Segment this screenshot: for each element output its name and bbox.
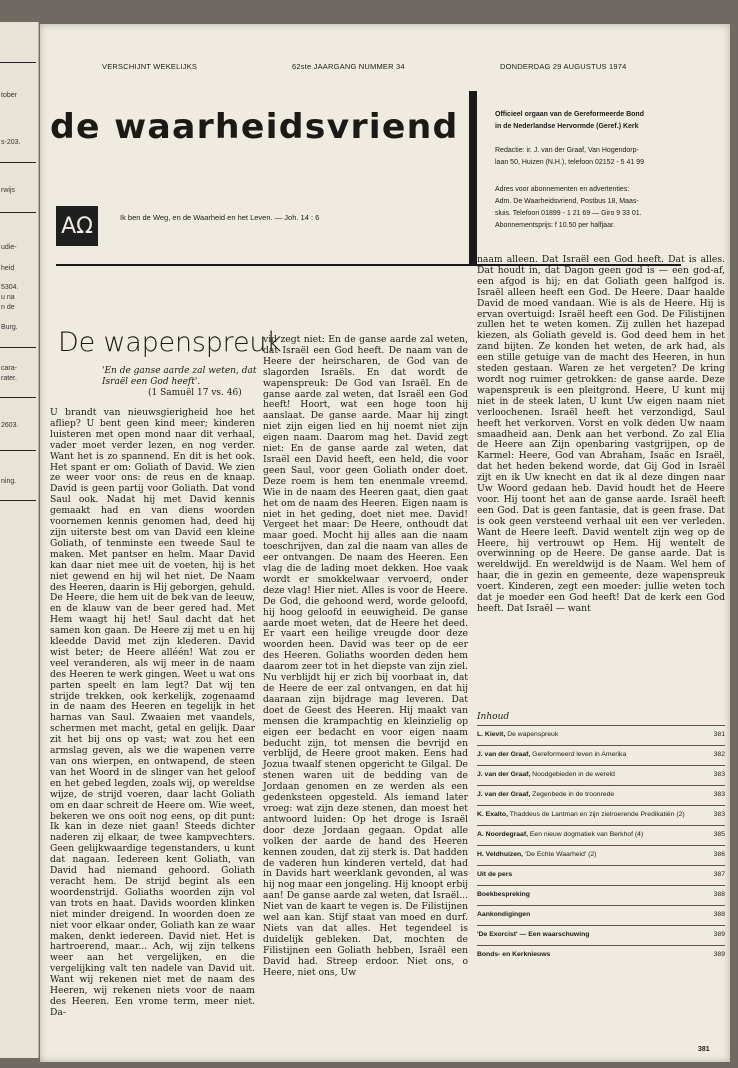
masthead-title: de waarheidsvriend: [50, 107, 459, 147]
table-of-contents: [477, 712, 725, 965]
newspaper-page: [40, 24, 730, 1062]
toc-entry[interactable]: [477, 925, 725, 945]
toc-entry-title: Noodgebieden in de wereld: [532, 771, 615, 778]
editorial-line1: Redactie: ir. J. van der Graaf, Van Hogendorp-: [495, 147, 639, 154]
column-text: vid zegt niet: En de ganse aarde zal weten, dat Israël een God heeft. De naam van de Heere der heirscharen, de God van de slagorden Israëls. En dat wordt de wapenspreuk: De God van Israël. En de ganse aarde zal weten, dat Israël een God heeft! Hoort, wat een hoge toon hij aanslaat. De ganse aarde. Maar hij zingt niet zijn eigen lied en hij noemt niet zijn eigen naam. Daarom mag het. David zegt niet: En de ganse aarde zal weten, dat Israël een David heeft, een held, die voor geen Saul, voor geen Goliath onder doet. Deze roem is hem ten enenmale vreemd. Wie in de naam des Heeren gaat, dien gaat het om de naam des Heeren. Eigen naam is niet in het geding, doet niet mee. David! Vergeet het maar: De Heere, onthoudt dat maar goed. Mocht hij alles aan die naam toeschrijven, dan zal die naam van alles de eer ontvangen. De naam des Heeren. Een vlag die de lading moet dekken. Hoe vaak wordt er smokkelwaar vervoerd, onder deze vlag! Hier niet. Alles is voor de Heere. De God, die gehoond werd, worde geloofd, hij hoog geloofd in eeuwigheid. De ganse aarde moet weten, dat de Heere het deed. Er vaart een heilige vreugde door deze woorden heen. David was teer op de eer des Heeren. Goliaths woorden deden hem daarom zeer tot in het diepste van zijn ziel. Nu verblijdt hij er zich bij voorbaat in, dat de Heere de eer zal ontvangen, en dat hij daaraan zijn bijdrage mag leveren. Dat doet de Geest des Heeren. Hij maakt van mensen die krampachtig en kleinzielig op eigen eer bedacht en voor eigen naam beducht zijn, tot mensen die bevrijd en verblijd, de Heere groot maken. Eens had Jozua twaalf stenen opgericht te Gilgal. De stenen waren uit de bedding van de Jordaan genomen en ze werden als een gedenksteen opgesteld. Als iemand later vroeg: wat zijn deze stenen, dan moest het antwoord luiden: Op het droge is Israël door deze Jordaan gegaan. Opdat alle volken der aarde de hand des Heeren kennen zouden, dat zij sterk is. Dat hadden de vaderen hun kinderen verteld, dat had in Davids hart weerklank gevonden, al was hij nog maar een jongeling. Hij knoopt erbij aan! De ganse aarde zal weten, dat Israël... Niet van de kaart te vegen is. De Filistijnen wel aan kan. Stijf staat van moed en durf. Niets van dat alles. Het tegendeel is duidelijk gebleken. Dat, mochten de Filistijnen een Goliath hebben, Israël een David had. Streep erdoor. Niet ons, o Heere, niet ons, Uw: [263, 334, 468, 978]
toc-entry-title: Gereformeerd leven in Amerika: [532, 751, 627, 758]
divider: [0, 450, 36, 451]
toc-entry-text: [477, 791, 697, 799]
alpha-omega-logo: AΩ: [56, 206, 98, 246]
toc-entry-author: J. van der Graaf,: [477, 751, 531, 758]
toc-entry-author: J. van der Graaf,: [477, 771, 531, 778]
header-date: DONDERDAG 29 AUGUSTUS 1974: [500, 62, 627, 71]
toc-entry-page: 388: [713, 911, 725, 918]
toc-entry-text: [477, 891, 697, 899]
toc-entry-title: Zegenbede in de troonrede: [532, 791, 615, 798]
toc-entry-title: Een nieuw dogmatiek van Berkhof (4): [529, 831, 644, 838]
toc-entry-page: 383: [713, 791, 725, 798]
toc-entry[interactable]: [477, 825, 725, 845]
toc-entry-page: 383: [713, 771, 725, 778]
prev-fragment: s-203.: [1, 139, 21, 146]
toc-entry-author: Uit de pers: [477, 871, 513, 878]
prev-fragment: rater.: [1, 375, 17, 382]
toc-entry-author: J. van der Graaf,: [477, 791, 531, 798]
toc-entry-author: Bonds- en Kerknieuws: [477, 951, 551, 958]
divider: [0, 397, 36, 398]
toc-entry-page: 389: [713, 951, 725, 958]
toc-entry-text: [477, 771, 697, 779]
subscription-price: Abonnementsprijs: f 10.50 per halfjaar.: [495, 222, 615, 229]
epigraph: 'En de ganse aarde zal weten, dat Israël een God heeft'.: [102, 366, 257, 387]
article-column-1: [50, 408, 255, 1019]
masthead-bar: [469, 91, 477, 264]
prev-fragment: heid: [1, 265, 15, 272]
toc-entry-page: 388: [713, 891, 725, 898]
toc-entry-author: 'De Exorcist' — Een waarschuwing: [477, 931, 590, 938]
address-line2: Adm. De Waarheidsvriend, Postbus 18, Maas-: [495, 198, 639, 205]
toc-entry-page: 385: [713, 831, 725, 838]
toc-entry[interactable]: [477, 785, 725, 805]
toc-entry-author: Aankondigingen: [477, 911, 531, 918]
toc-entry-text: [477, 911, 697, 919]
toc-entry-text: [477, 871, 697, 879]
toc-entry-page: 381: [713, 731, 725, 738]
prev-fragment: tober: [1, 92, 17, 99]
toc-entry[interactable]: [477, 845, 725, 865]
official-organ-line2: in de Nederlandse Hervormde (Geref.) Kerk: [495, 123, 639, 130]
divider: [0, 212, 36, 213]
toc-entry-page: 383: [713, 811, 725, 818]
address-line1: Adres voor abonnementen en advertenties:: [495, 186, 630, 193]
toc-entry-page: 382: [713, 751, 725, 758]
divider: [0, 347, 36, 348]
header-volume: 62ste JAARGANG NUMMER 34: [292, 62, 405, 71]
prev-fragment: udie-: [1, 244, 17, 251]
toc-entry-text: [477, 931, 697, 939]
divider: [0, 62, 36, 63]
article-title: De wapenspreuk: [58, 327, 282, 358]
toc-entry-author: H. Veldhuizen,: [477, 851, 524, 858]
toc-entry-title: De wapenspreuk: [507, 731, 559, 738]
editorial-line2: laan 50, Huizen (N.H.), telefoon 02152 - 5 41 99: [495, 159, 645, 166]
toc-entry-author: K. Exalto,: [477, 811, 508, 818]
toc-entry[interactable]: [477, 765, 725, 785]
toc-entry-text: [477, 731, 697, 739]
toc-entry[interactable]: [477, 805, 725, 825]
prev-fragment: rwijs: [1, 187, 15, 194]
toc-entry-page: 389: [713, 931, 725, 938]
column-text: naam alleen. Dat Israël een God heeft. Dat is alles. Dat houdt in, dat Dagon geen god is — een god-af, een afgod is hij; en dat Goliath geen halfgod is. Israël alleen heeft een God. De Heere. Daar haalde David de moed vandaan. Wie is als de Heere. Hij is ervan overtuigd: Israël heeft een God. De Filistijnen zullen het te weten komen. Zij zullen het hazepad kiezen, als Goliath geveld is. God deed hem in het zand bijten. Ze konden het weten, de ark had, als een stille getuige van de macht des Heeren, in hun steden gestaan. Waren ze het vergeten? De kring wordt nog ruimer getrokken: de ganse aarde. Deze wapenspreuk is een pleitgrond. Heere, U kunt mij niet in de steek laten, U kunt Uw eigen naam niet verloochenen. Israël heeft het verzondigd, Saul heeft het verkorven. Vorst en volk deden Uw naam smaadheid aan. Denk aan het verbond. Zo zal Elia de Heere aan Zijn openbaring vastgrijpen, op de Karmel: Heere, God van Abraham, Isaäc en Israël, dat het heden bekend worde, dat Gij God in Israël zijt en ik Uw knecht en dat ik al deze dingen naar Uw Woord gedaan heb. David houdt het de Heere voor. Hij toont het aan de ganse aarde. Israël heeft een God. Dat is geen fantasie, dat is geen frase. Dat is ook geen versteend verhaal uit een ver verleden. Want de Heere leeft. David wentelt zijn weg op de Heere, hij vertrouwt op Hem. Hij wentelt de overwinning op de Heere. De ganse aarde. Dat is wereldwijd. En wereldwijd is de Naam. Wel hem of haar, die in gezin en gemeente, deze wapenspreuk voert. Kinderen, zegt een moeder: jullie weten toch dat je moeder een God heeft! Dat de kerk een God heeft. Dat Israël — want: [477, 254, 725, 614]
toc-entry-text: [477, 831, 697, 839]
toc-entry-title: Thaddeus de Lantman en zijn zielroerende Predikatiën (2): [509, 811, 685, 818]
prev-fragment: ning.: [1, 478, 17, 485]
toc-entry-text: [477, 751, 697, 759]
toc-entry[interactable]: [477, 885, 725, 905]
toc-entry-title: 'De Echte Waarheid' (2): [524, 851, 597, 858]
prev-fragment: 2603.: [1, 422, 19, 429]
prev-fragment: 5304.: [1, 284, 19, 291]
article-column-3: [477, 255, 725, 615]
header-frequency: VERSCHIJNT WEKELIJKS: [102, 62, 198, 71]
toc-entry-author: L. Kievit,: [477, 731, 506, 738]
prev-fragment: u na: [1, 294, 15, 301]
address-line3: sluis. Telefoon 01899 - 1 21 69 — Giro 9 33 01.: [495, 210, 642, 217]
toc-entry[interactable]: [477, 945, 725, 965]
toc-entry[interactable]: [477, 745, 725, 765]
toc-entry-page: 386: [713, 851, 725, 858]
previous-page-edge: [0, 22, 39, 1058]
page-number: 381: [698, 1046, 710, 1053]
prev-fragment: n de: [1, 304, 15, 311]
epigraph-reference: (1 Samuël 17 vs. 46): [148, 388, 242, 398]
toc-entry-page: 387: [713, 871, 725, 878]
column-text: U brandt van nieuwsgierigheid hoe het afliep? U bent geen kind meer; kinderen luisteren met open mond naar dit verhaal, vader moet verder lezen, en nog verder. Want het is zo spannend. En dit is het ook. Het spant er om: Goliath of David. We zien ze weer voor ons: de reus en de knaap. David is geen partij voor Goliath. Dat vond Saul ook. Nadat hij met David kennis gemaakt had en van diens woorden voornemen kennis genomen had, deed hij zijn uiterste best om van David een kleine Goliath, of tenminste een tweede Saul te maken. Met pantser en helm. Maar David kan daar niet mee uit de voeten, hij is het niet gewend en hij wil het niet. De Naam des Heeren, daarin is Hij geborgen, gehuld. De Heere, die hem uit de bek van de leeuw, en de klauw van de beer gered had. Met Hem waagt hij het! Saul dacht dat het samen kon gaan. De Heere zij met u en hij kleedde David met zijn klederen. David wist beter; de Heere alléén! Wat zou er veel veranderen, als wij meer in de naam des Heeren te werk gingen. Weet u wat ons parten speelt en lam legt? Dat wij ten strijde trekken, ook kerkelijk, zogenaamd in de naam des Heeren en tegelijk in het harnas van Saul. Zwaaien met vaandels, schermen met macht, getal en gelijk. Daar zit het bij ons op vast; wat zou het een armslag geven, als we die wapenen verre van ons wierpen, en ontwapend, de steen van het Woord in de slinger van het geloof en het gebed legden, zoals wij, op wereldse wijze, de strijd voeren, daar lacht Goliath om en daar schreit de Heere om. Wie weet, bekeren we ons ooit nog eens, op dit punt: Ik kan in deze niet gaan! Steeds dichter naderen zij elkaar, de twee kampvechters. Geen gelijkwaardige tegenstanders, u kunt dat nagaan. Iedereen kent Goliath, van David had niemand gehoord. Goliath veracht hem. De strijd begint als een woordenstrijd. Goliaths woorden zijn vol van trots en haat. Davids woorden klinken niet minder dreigend. In woorden doen ze niet voor elkaar onder, Goliath kan ze waar maken, denkt iedereen. David niet. Het is hartroerend, maar... Ach, wij zijn telkens weer aan het vergelijken, en die vergelijking valt ten nadele van David uit. Want wij rekenen niet met de naam des Heeren, wij rekenen niets voor de naam des Heeren. Een vrome term, meer niet. Da-: [50, 407, 255, 1018]
toc-entry[interactable]: [477, 865, 725, 885]
toc-entry[interactable]: [477, 725, 725, 745]
toc-entry-author: Boekbespreking: [477, 891, 530, 898]
divider: [0, 500, 36, 501]
motto: Ik ben de Weg, en de Waarheid en het Leven. — Joh. 14 : 6: [120, 213, 320, 222]
toc-entry[interactable]: [477, 905, 725, 925]
toc-entry-text: [477, 951, 697, 959]
toc-entry-author: A. Noordegraaf,: [477, 831, 528, 838]
toc-entry-text: [477, 811, 697, 819]
official-organ-line1: Officieel orgaan van de Gereformeerde Bond: [495, 111, 644, 118]
toc-heading: Inhoud: [477, 712, 510, 722]
prev-fragment: Burg.: [1, 324, 18, 331]
prev-fragment: cara-: [1, 365, 17, 372]
toc-entry-text: [477, 851, 697, 859]
divider: [0, 162, 36, 163]
article-column-2: [263, 335, 468, 978]
